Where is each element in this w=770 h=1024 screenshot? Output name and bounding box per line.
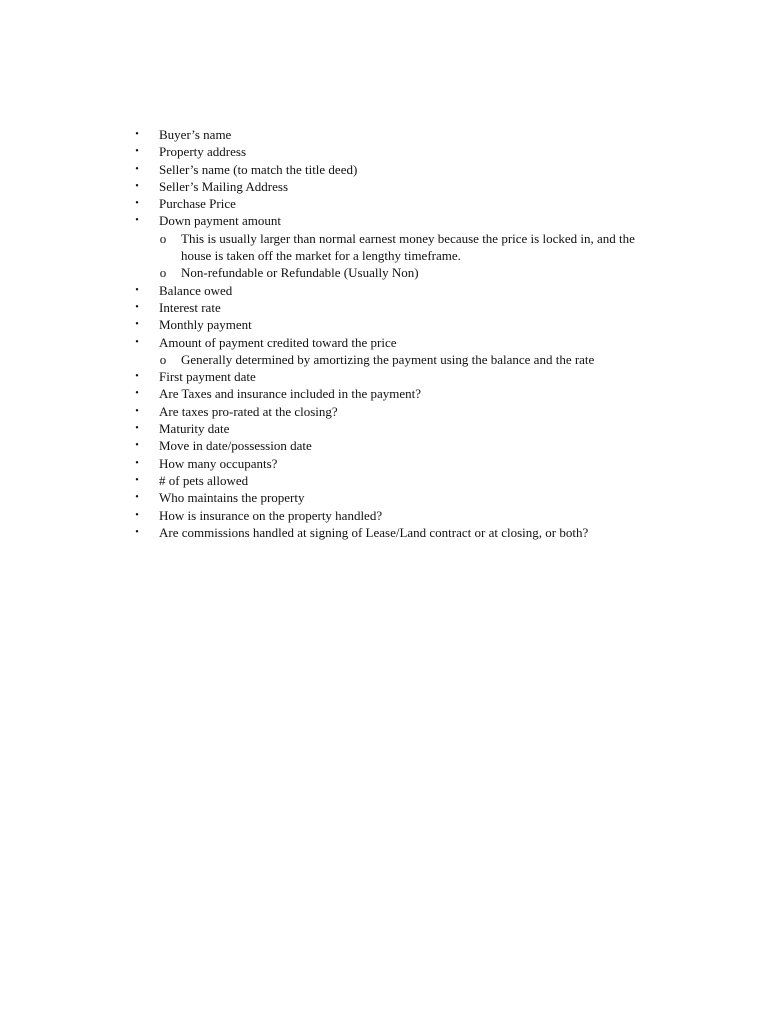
bullet-icon: • (135, 198, 139, 210)
list-item-text: Seller’s name (to match the title deed) (159, 161, 358, 177)
sub-list-item-text: Non-refundable or Refundable (Usually Non) (181, 265, 419, 281)
checklist (0, 126, 770, 541)
list-item (0, 403, 770, 420)
sub-list-item (0, 230, 660, 265)
list-item-text: Move in date/possession date (159, 438, 312, 454)
sub-list-item (0, 264, 660, 281)
list-item-text: Monthly payment (159, 317, 252, 333)
list-item-text: How is insurance on the property handled? (159, 507, 383, 523)
list-item (0, 212, 770, 281)
bullet-icon: • (135, 405, 139, 417)
bullet-icon: • (135, 457, 139, 469)
list-item-text: Down payment amount (159, 213, 282, 229)
bullet-icon: • (135, 336, 139, 348)
list-item-text: Balance owed (159, 282, 233, 298)
bullet-icon: • (135, 146, 139, 158)
list-item (0, 178, 770, 195)
bullet-icon: • (135, 215, 139, 227)
list-item (0, 437, 770, 454)
bullet-icon: • (135, 180, 139, 192)
sub-list-item-text: This is usually larger than normal earnest money because the price is locked in, and the house is taken off the market for a lengthy timeframe. (181, 230, 635, 264)
list-item-text: First payment date (159, 369, 256, 385)
bullet-icon: • (135, 388, 139, 400)
sub-list (159, 230, 660, 282)
list-item-text: Property address (159, 144, 247, 160)
list-item (0, 472, 770, 489)
sub-list-item-text: Generally determined by amortizing the payment using the balance and the rate (181, 351, 595, 367)
list-item-text: Amount of payment credited toward the price (159, 334, 397, 350)
list-item (0, 455, 770, 472)
bullet-icon: • (135, 423, 139, 435)
list-item (0, 195, 770, 212)
list-item-text: Purchase Price (159, 196, 236, 212)
list-item (0, 420, 770, 437)
sub-list-item (0, 351, 660, 368)
list-item-text: Are taxes pro-rated at the closing? (159, 403, 338, 419)
bullet-icon: • (135, 492, 139, 504)
list-item (0, 299, 770, 316)
list-item-text: How many occupants? (159, 455, 278, 471)
bullet-icon: • (135, 163, 139, 175)
list-item (0, 161, 770, 178)
list-item-text: # of pets allowed (159, 472, 249, 488)
list-item (0, 143, 770, 160)
bullet-icon: • (135, 474, 139, 486)
hollow-bullet-icon: o (159, 351, 167, 367)
list-item-text: Are commissions handled at signing of Lease/Land contract or at closing, or both? (159, 524, 589, 540)
list-item (0, 334, 770, 369)
bullet-icon: • (135, 284, 139, 296)
list-item (0, 489, 770, 506)
list-item (0, 507, 770, 524)
list-item (0, 368, 770, 385)
hollow-bullet-icon: o (159, 265, 167, 281)
list-item (0, 282, 770, 299)
bullet-icon: • (135, 509, 139, 521)
list-item-text: Buyer’s name (159, 127, 232, 142)
bullet-icon: • (135, 301, 139, 313)
bullet-icon: • (135, 526, 139, 538)
hollow-bullet-icon: o (159, 230, 167, 246)
list-item-text: Maturity date (159, 421, 230, 437)
list-item-text: Interest rate (159, 299, 221, 315)
list-item (0, 316, 770, 333)
list-item (0, 385, 770, 402)
bullet-icon: • (135, 371, 139, 383)
bullet-icon: • (135, 440, 139, 452)
list-item-text: Seller’s Mailing Address (159, 178, 289, 194)
bullet-icon: • (135, 129, 139, 140)
bullet-icon: • (135, 319, 139, 331)
sub-list (159, 351, 660, 368)
list-item (0, 126, 770, 143)
list-item-text: Are Taxes and insurance included in the payment? (159, 386, 422, 402)
list-item-text: Who maintains the property (159, 490, 305, 506)
list-item (0, 524, 770, 541)
